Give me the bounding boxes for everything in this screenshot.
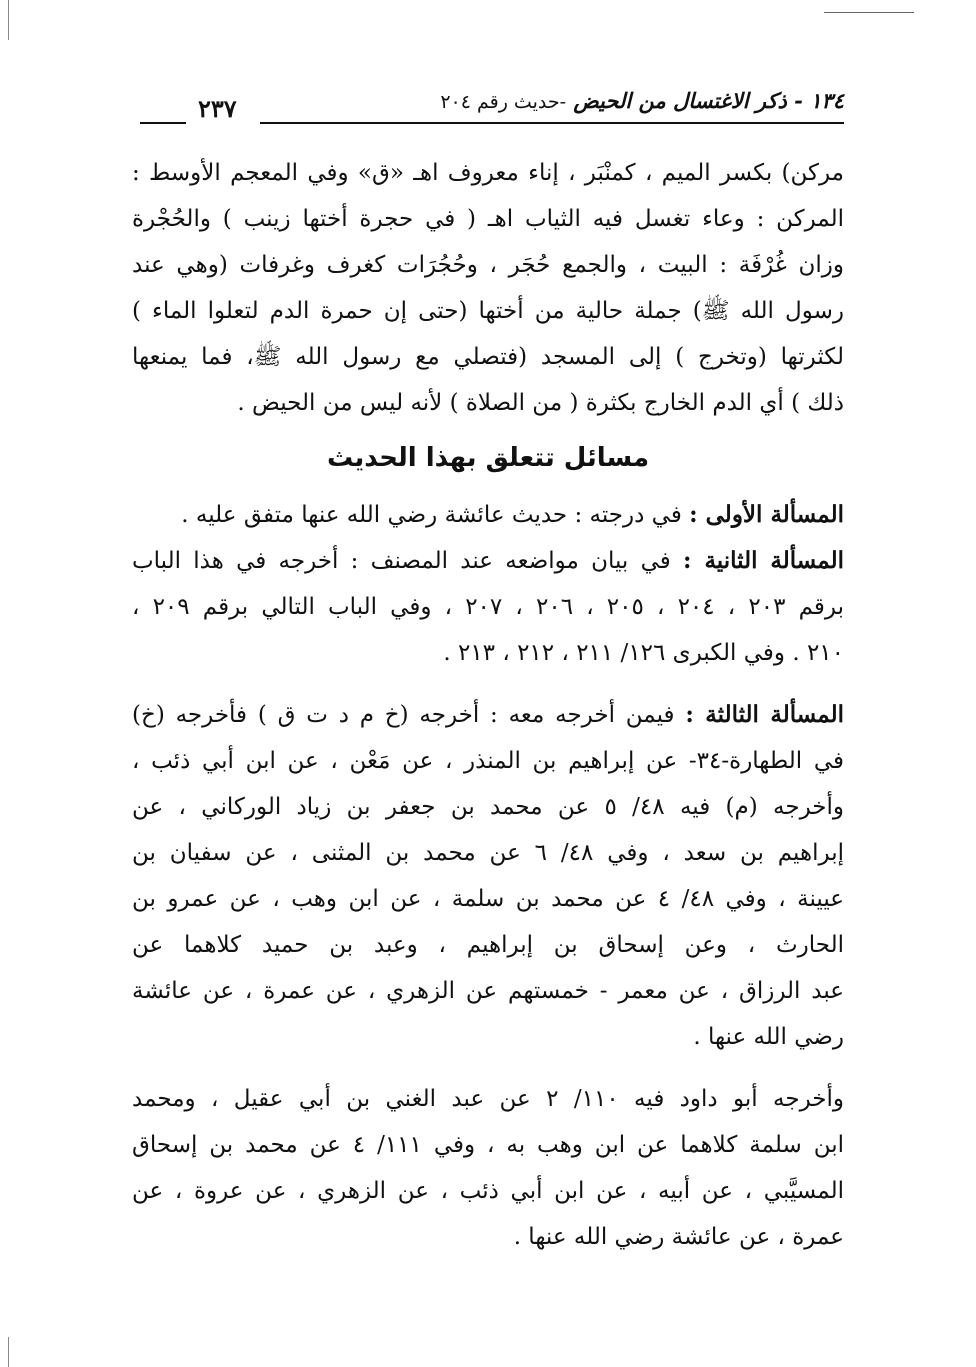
text-line: في الطهارة-٣٤- عن إبراهيم بن المنذر ، عن مَعْن ، عن ابن أبي ذئب ، <box>132 748 844 774</box>
header-rule <box>260 122 844 124</box>
text-line: برقم ٢٠٣ ، ٢٠٤ ، ٢٠٥ ، ٢٠٦ ، ٢٠٧ ، وفي الباب التالي برقم ٢٠٩ ، <box>132 594 844 620</box>
scan-corner-line <box>824 12 914 13</box>
text-line: وأخرجه أبو داود فيه ١١٠/ ٢ عن عبد الغني بن أبي عقيل ، ومحمد <box>132 1086 844 1112</box>
text-line: إبراهيم بن سعد ، وفي ٤٨/ ٦ عن محمد بن المثنى ، عن سفيان بن <box>132 840 844 866</box>
text-line <box>132 538 844 584</box>
issue-text: فيمن أخرجه معه : أخرجه (خ م د ت ق ) فأخرجه (خ) <box>132 702 675 728</box>
text-line: عبد الرزاق ، عن معمر - خمستهم عن الزهري ، عن عمرة ، عن عائشة <box>132 978 844 1004</box>
text-line: رضي الله عنها . <box>693 1024 844 1050</box>
hadith-number: -حديث رقم ٢٠٤ <box>440 91 567 113</box>
text-line: ابن سلمة كلاهما عن ابن وهب به ، وفي ١١١/ ٤ عن محمد بن إسحاق <box>132 1132 844 1158</box>
text-line: رسول الله ﷺ) جملة حالية من أختها (حتى إن حمرة الدم لتعلوا الماء ) <box>132 298 844 324</box>
running-title <box>440 88 844 113</box>
issue-second <box>132 538 844 676</box>
scan-edge-line <box>8 0 9 40</box>
text-line: وأخرجه (م) فيه ٤٨/ ٥ عن محمد بن جعفر بن زياد الوركاني ، عن <box>132 794 844 820</box>
issue-label: المسألة الأولى : <box>689 501 844 528</box>
page-number-dash <box>140 122 186 124</box>
text-line: ٢١٠ . وفي الكبرى ١٢٦/ ٢١١ ، ٢١٢ ، ٢١٣ . <box>443 640 844 666</box>
text-line <box>132 692 844 738</box>
paragraph-gap <box>132 1060 844 1076</box>
issue-third <box>132 692 844 1060</box>
text-line: مركن) بكسر الميم ، كمنْبَر ، إناء معروف اهـ «ق» وفي المعجم الأوسط : <box>132 160 844 186</box>
chapter-title: ١٣٤ - ذكر الاغتسال من الحيض <box>573 88 844 113</box>
text-line: الحارث ، وعن إسحاق بن إبراهيم ، وعبد بن حميد كلاهما عن <box>132 932 844 958</box>
abu-dawud-paragraph <box>132 1076 844 1260</box>
issue-first <box>132 492 844 538</box>
text-line <box>132 492 844 538</box>
text-line: المركن : وعاء تغسل فيه الثياب اهـ ( في حجرة أختها زينب ) والحُجْرة <box>132 206 844 232</box>
text-line: المسيَّبي ، عن أبيه ، عن ابن أبي ذئب ، عن الزهري ، عن عروة ، عن <box>132 1178 844 1204</box>
page-number: ٢٣٧ <box>198 94 237 123</box>
text-line: عيينة ، وفي ٤٨/ ٤ عن محمد بن سلمة ، عن ابن وهب ، عن عمرو بن <box>132 886 844 912</box>
section-heading: مسائل تتعلق بهذا الحديث <box>326 443 650 473</box>
page-body <box>132 150 844 1260</box>
text-line: وزان غُرْفَة : البيت ، والجمع حُجَر ، وحُجُرَات كغرف وغرفات (وهي عند <box>132 252 844 278</box>
text-line: عمرة ، عن عائشة رضي الله عنها . <box>513 1224 844 1250</box>
text-line: ذلك ) أي الدم الخارج بكثرة ( من الصلاة ) لأنه ليس من الحيض . <box>237 390 844 416</box>
text-line: لكثرتها (وتخرج ) إلى المسجد (فتصلي مع رسول الله ﷺ، فما يمنعها <box>132 344 844 370</box>
issue-text: في درجته : حديث عائشة رضي الله عنها متفق عليه . <box>181 502 682 528</box>
scan-edge-line-bottom <box>8 1337 9 1367</box>
commentary-paragraph <box>132 150 844 426</box>
paragraph-gap <box>132 676 844 692</box>
page-header <box>140 82 844 128</box>
issue-text: في بيان مواضعه عند المصنف : أخرجه في هذا الباب <box>132 548 671 574</box>
issue-label: المسألة الثالثة : <box>685 701 844 728</box>
issue-label: المسألة الثانية : <box>683 547 844 574</box>
